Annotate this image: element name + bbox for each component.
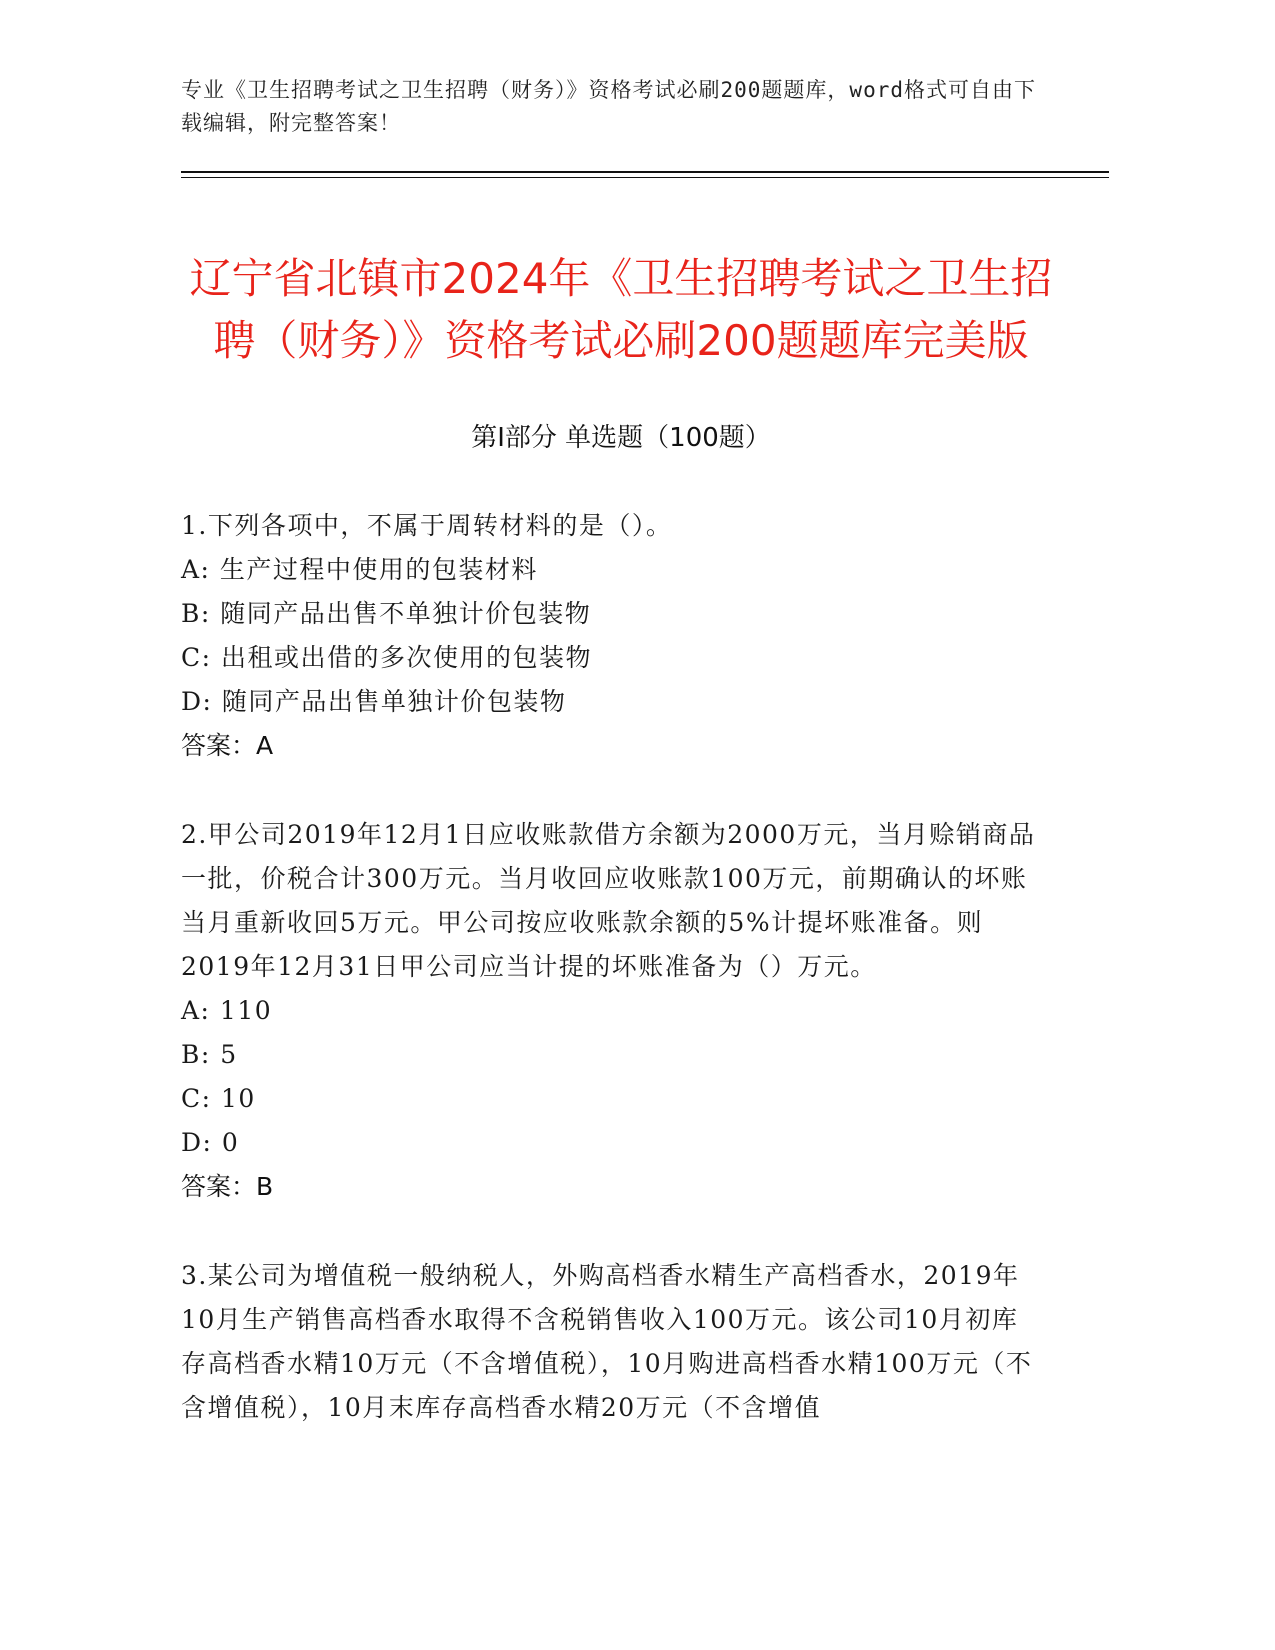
option-d: D: 0: [181, 1128, 240, 1157]
option-a: A: 生产过程中使用的包装材料: [181, 555, 538, 584]
question-3: [181, 1254, 1041, 1430]
question-list: [181, 504, 1041, 1475]
header-divider-thin: [181, 177, 1109, 178]
option-a: A: 110: [181, 996, 273, 1025]
option-b: B: 随同产品出售不单独计价包装物: [181, 599, 592, 628]
header-note: 专业《卫生招聘考试之卫生招聘（财务）》资格考试必刷200题题库，word格式可自由下载编辑，附完整答案！: [181, 78, 1036, 135]
question-stem: 2.甲公司2019年12月1日应收账款借方余额为2000万元，当月赊销商品一批，价税合计300万元。当月收回应收账款100万元，前期确认的坏账当月重新收回5万元。甲公司按应收账款余额的5%计提坏账准备。则2019年12月31日甲公司应当计提的坏账准备为（）万元。: [181, 820, 1036, 981]
section-title: 第Ⅰ部分 单选题（100题）: [471, 423, 771, 453]
document-title: 辽宁省北镇市2024年《卫生招聘考试之卫生招聘（财务）》资格考试必刷200题题库完美版: [189, 254, 1053, 366]
header-divider-thick: [181, 171, 1109, 173]
option-b: B: 5: [181, 1040, 238, 1069]
option-c: C: 10: [181, 1084, 256, 1113]
option-d: D: 随同产品出售单独计价包装物: [181, 687, 567, 716]
option-c: C: 出租或出借的多次使用的包装物: [181, 643, 592, 672]
answer: 答案：A: [181, 731, 274, 760]
question-stem: 1.下列各项中，不属于周转材料的是（）。: [181, 511, 673, 540]
answer: 答案：B: [181, 1172, 274, 1201]
question-stem: 3.某公司为增值税一般纳税人，外购高档香水精生产高档香水，2019年10月生产销售高档香水取得不含税销售收入100万元。该公司10月初库存高档香水精10万元（不含增值税），10月购进高档香水精100万元（不含增值税），10月末库存高档香水精20万元（不含增值: [181, 1261, 1033, 1422]
question-2: [181, 813, 1041, 1209]
question-1: [181, 504, 1041, 768]
